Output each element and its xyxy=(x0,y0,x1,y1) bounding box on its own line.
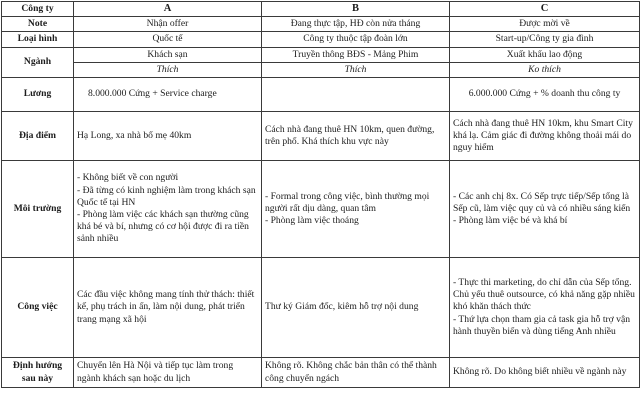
industry-c: Xuất khẩu lao động xyxy=(450,47,640,62)
salary-row xyxy=(2,78,640,112)
work-c xyxy=(450,258,640,358)
direction-label: Định hướng sau này xyxy=(2,358,74,388)
header-label: Công ty xyxy=(2,2,74,17)
direction-a: Chuyển lên Hà Nội và tiếp tục làm trong ngành khách sạn hoặc du lịch xyxy=(74,358,262,388)
direction-c: Không rõ. Do không biết nhiều về ngành này xyxy=(450,358,640,388)
industry-like-a: Thích xyxy=(74,62,262,77)
environment-a xyxy=(74,161,262,258)
environment-a-line: - Không biết về con người xyxy=(77,172,179,184)
environment-b-line: - Formal trong công việc, bình thường mọi người rất dịu dàng, quan tâm xyxy=(265,190,430,214)
industry-a: Khách sạn xyxy=(74,47,262,62)
work-a: Các đầu việc không mang tính thử thách: thiết kế, phụ trách in ấn, làm nội dung, phát triển trang mạng xã hội xyxy=(74,258,262,358)
environment-a-line: - Đã từng có kinh nghiệm làm trong khách sạn Quốc tế tại HN xyxy=(77,184,256,208)
type-label: Loại hình xyxy=(2,32,74,47)
location-label: Địa điểm xyxy=(2,112,74,161)
type-row xyxy=(2,32,640,47)
environment-row xyxy=(2,161,640,258)
type-a: Quốc tế xyxy=(74,32,262,47)
work-label: Công việc xyxy=(2,258,74,358)
work-c-line: - Thực thi marketing, do chỉ dẫn của Sếp tổng. Chủ yếu thuê outsource, có khả năng gặp nhiều khó khăn thách thức xyxy=(453,277,635,313)
location-a: Hạ Long, xa nhà bố mẹ 40km xyxy=(74,112,262,161)
column-b-header: B xyxy=(262,2,450,17)
salary-a: 8.000.000 Cứng + Service charge xyxy=(74,78,262,112)
environment-c-line: - Phòng làm việc bé và khá bí xyxy=(453,215,568,227)
industry-row xyxy=(2,47,640,62)
salary-label: Lương xyxy=(2,78,74,112)
note-label: Note xyxy=(2,17,74,32)
work-row xyxy=(2,258,640,358)
environment-label: Môi trường xyxy=(2,161,74,258)
location-row xyxy=(2,112,640,161)
environment-b-line: - Phòng làm việc thoáng xyxy=(265,215,359,227)
industry-like-row xyxy=(2,62,640,77)
environment-c xyxy=(450,161,640,258)
industry-like-c: Ko thích xyxy=(450,62,640,77)
industry-label: Ngành xyxy=(2,47,74,77)
note-b: Đang thực tập, HĐ còn nửa tháng xyxy=(262,17,450,32)
location-c: Cách nhà đang thuê HN 10km, khu Smart City khá lạ. Cảm giác đi đường không thoải mái do nguy hiểm xyxy=(450,112,640,161)
salary-b xyxy=(262,78,450,112)
salary-c: 6.000.000 Cứng + % doanh thu công ty xyxy=(450,78,640,112)
comparison-table xyxy=(1,1,640,388)
type-b: Công ty thuộc tập đoàn lớn xyxy=(262,32,450,47)
environment-a-line: - Phòng làm việc các khách sạn thường cũng khá bé và bí, nhưng có cơ hội được đi ra tiền sảnh nhiều xyxy=(77,209,249,245)
work-b: Thư ký Giám đốc, kiêm hỗ trợ nội dung xyxy=(262,258,450,358)
industry-b: Truyền thông BĐS - Mảng Phim xyxy=(262,47,450,62)
work-c-line: - Thứ lựa chọn tham gia cả task gia hỗ trợ vận hành thuyền biển và dùng tiếng Anh nhiều xyxy=(453,313,631,337)
note-row xyxy=(2,17,640,32)
type-c: Start-up/Công ty gia đình xyxy=(450,32,640,47)
header-row xyxy=(2,2,640,17)
location-b: Cách nhà đang thuê HN 10km, quen đường, trên phố. Khá thích khu vực này xyxy=(262,112,450,161)
column-a-header: A xyxy=(74,2,262,17)
environment-b xyxy=(262,161,450,258)
industry-like-b: Thích xyxy=(262,62,450,77)
column-c-header: C xyxy=(450,2,640,17)
note-c: Được mời về xyxy=(450,17,640,32)
note-a: Nhận offer xyxy=(74,17,262,32)
environment-c-line: - Các anh chị 8x. Có Sếp trực tiếp/Sếp tổng là Sếp cũ, làm việc quy củ và có nhiều sáng kiến xyxy=(453,190,631,214)
direction-b: Không rõ. Không chắc bản thân có thể thành công chuyển ngách xyxy=(262,358,450,388)
direction-row xyxy=(2,358,640,388)
